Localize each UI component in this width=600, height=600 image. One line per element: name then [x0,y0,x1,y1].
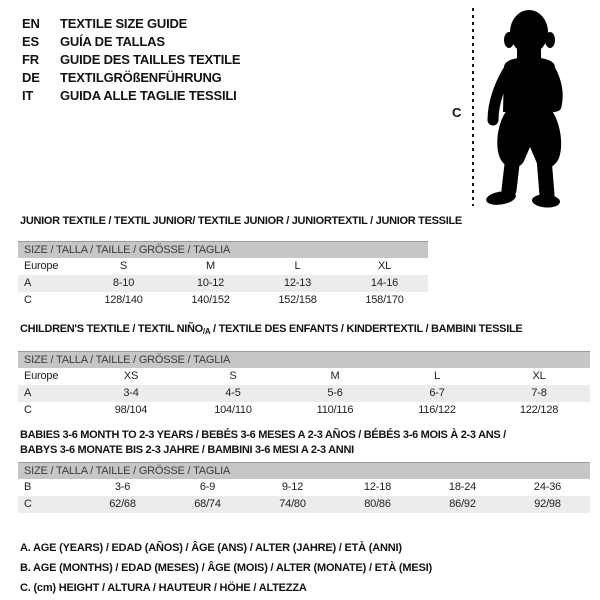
row-label: A [24,387,32,399]
row-label: C [24,404,32,416]
row-label: B [24,481,32,493]
title-subscript: /A [202,327,211,336]
title-text: / TEXTILE DES ENFANTS / KINDERTEXTIL / BAMBINI TESSILE [210,323,523,335]
table-row-europe [18,368,590,385]
language-label: GUIDA ALLE TAGLIE TESSILI [60,88,237,103]
size-cell: 5-6 [327,387,343,399]
language-row-it [22,87,240,105]
size-cell: 14-16 [370,277,399,289]
size-cell: 122/128 [519,404,559,416]
size-cell: M [330,370,340,382]
language-code: DE [22,70,40,85]
size-cell: 152/158 [278,294,317,306]
children-size-table [18,323,590,419]
junior-size-table [18,215,462,309]
size-cell: 86/92 [449,498,476,510]
size-header-bar: SIZE / TALLA / TAILLE / GRÖSSE / TAGLIA [18,351,590,368]
row-label: C [24,498,32,510]
language-label: GUIDE DES TAILLES TEXTILE [60,52,241,67]
language-label: GUÍA DE TALLAS [60,34,165,49]
size-cell: 12-18 [363,481,392,493]
row-label: Europe [24,260,59,272]
size-cell: XL [377,260,392,272]
size-cell: S [119,260,128,272]
size-cell: 7-8 [531,387,547,399]
table-row-c [18,292,428,309]
table-title [18,323,590,338]
row-label: A [24,277,32,289]
size-cell: 128/140 [104,294,143,306]
footnote-height-cm: C. (cm) HEIGHT / ALTURA / HAUTEUR / HÖHE / ALTEZZA [20,582,307,594]
title-text: CHILDREN'S TEXTILE / TEXTIL NIÑO [20,323,203,335]
language-row-en [22,15,240,33]
row-label: Europe [24,370,59,382]
size-cell: S [229,370,237,382]
size-cell: 6-9 [199,481,216,493]
language-code: IT [22,88,34,103]
size-cell: 116/122 [418,404,456,416]
footnote-age-years: A. AGE (YEARS) / EDAD (AÑOS) / ÂGE (ANS) / ALTER (JAHRE) / ETÀ (ANNI) [20,542,402,554]
size-header-bar: SIZE / TALLA / TAILLE / GRÖSSE / TAGLIA [18,462,590,479]
language-code: EN [22,16,40,31]
size-cell: L [434,370,440,382]
size-cell: 104/110 [214,404,252,416]
footnote-legend [20,538,432,598]
size-cell: 62/68 [109,498,136,510]
language-code: FR [22,52,39,67]
size-cell: 18-24 [448,481,477,493]
size-cell: XL [532,370,546,382]
size-cell: 80/86 [364,498,391,510]
language-label: TEXTILE SIZE GUIDE [60,16,188,31]
title-line-1: BABIES 3-6 MONTH TO 2-3 YEARS / BEBÉS 3-6 MESES A 2-3 AÑOS / BÉBÉS 3-6 MOIS À 2-3 ANS / [20,429,506,441]
baby-silhouette [484,8,564,208]
language-row-de [22,69,240,87]
size-header-bar: SIZE / TALLA / TAILLE / GRÖSSE / TAGLIA [18,241,428,258]
size-cell: 158/170 [365,294,404,306]
row-label: C [24,294,32,306]
size-cell: 140/152 [191,294,230,306]
size-cell: 68/74 [194,498,221,510]
size-cell: 24-36 [533,481,562,493]
table-row-c [18,496,590,513]
table-rows [18,479,590,513]
size-cell: 74/80 [279,498,306,510]
table-row-b [18,479,590,496]
size-cell: 4-5 [225,387,241,399]
size-cell: 8-10 [112,277,135,289]
size-cell: 3-4 [123,387,139,399]
language-row-fr [22,51,240,69]
table-title: JUNIOR TEXTILE / TEXTIL JUNIOR/ TEXTILE JUNIOR / JUNIORTEXTIL / JUNIOR TESSILE [20,215,462,227]
table-title [18,428,590,458]
language-label: TEXTILGRÖßENFÜHRUNG [60,70,222,85]
size-cell: M [206,260,215,272]
language-guide-list [22,15,240,105]
table-row-a [18,275,428,292]
size-cell: 9-12 [281,481,304,493]
table-rows [18,368,590,419]
size-cell: XS [123,370,139,382]
size-cell: 92/98 [534,498,561,510]
size-cell: 3-6 [114,481,131,493]
footnote-age-months: B. AGE (MONTHS) / EDAD (MESES) / ÂGE (MOIS) / ALTER (MONATE) / ETÀ (MESI) [20,562,432,574]
size-cell: 6-7 [429,387,445,399]
height-measure-label: C [452,105,462,120]
table-rows [18,258,428,309]
size-cell: 12-13 [283,277,312,289]
table-row-europe [18,258,428,275]
title-line-2: BABYS 3-6 MONATE BIS 2-3 JAHRE / BAMBINI 3-6 MESI A 2-3 ANNI [20,444,354,456]
language-row-es [22,33,240,51]
babies-size-table [18,428,590,513]
table-row-c [18,402,590,419]
height-measure-dashed-line [472,8,474,206]
table-row-a [18,385,590,402]
size-cell: L [294,260,301,272]
size-cell: 10-12 [196,277,225,289]
size-cell: 98/104 [114,404,148,416]
language-code: ES [22,34,39,49]
size-cell: 110/116 [316,404,354,416]
